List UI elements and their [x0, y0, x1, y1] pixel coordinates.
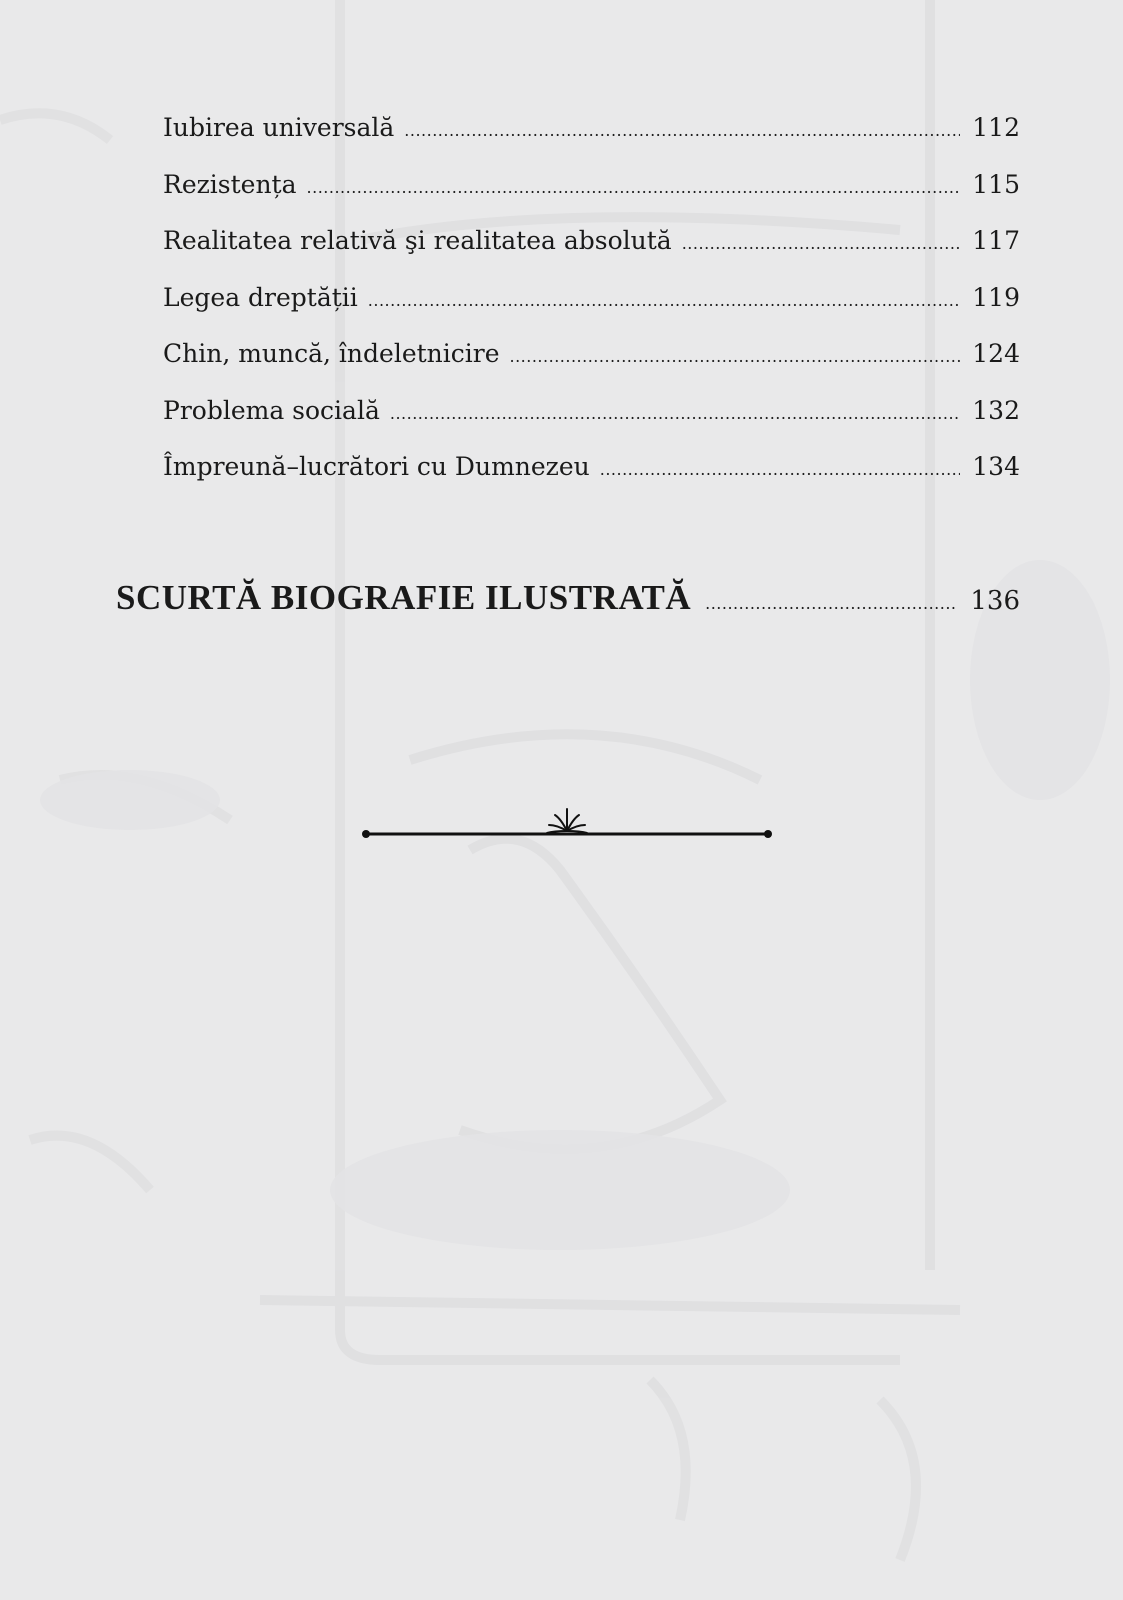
- toc-entry-page: 132: [972, 395, 1020, 425]
- toc-entry[interactable]: [163, 169, 1020, 226]
- toc-leader-dots: [510, 341, 961, 373]
- toc-entry-title: Rezistența: [163, 169, 297, 199]
- toc-leader-dots: [600, 454, 961, 486]
- toc-entry[interactable]: [163, 395, 1020, 452]
- toc-leader-dots: [368, 285, 960, 317]
- toc-entry-page: 124: [972, 339, 1020, 368]
- section-title: SCURTĂ BIOGRAFIE ILUSTRATĂ: [116, 578, 692, 617]
- toc-entry-title: Chin, muncă, îndeletnicire: [163, 339, 500, 368]
- toc-entry-page: 119: [972, 282, 1020, 312]
- toc-leader-dots: [705, 594, 958, 613]
- toc-entry[interactable]: [163, 451, 1020, 508]
- toc-leader-dots: [307, 172, 961, 204]
- toc-entry-title: Legea dreptății: [163, 282, 358, 312]
- toc-leader-dots: [682, 228, 961, 260]
- toc-entry-title: Împreună–lucrători cu Dumnezeu: [163, 452, 590, 481]
- toc-entry-page: 117: [972, 226, 1020, 255]
- toc-entry-page: 134: [972, 452, 1020, 481]
- toc-entry-title: Iubirea universală: [163, 113, 395, 142]
- toc-entry[interactable]: [163, 282, 1020, 339]
- toc-leader-dots: [404, 115, 960, 147]
- fleuron-icon: [360, 803, 774, 843]
- toc-entry-page: 112: [972, 113, 1020, 142]
- toc-entry-title: Problema socială: [163, 395, 380, 425]
- toc-leader-dots: [390, 398, 960, 430]
- toc-entry[interactable]: [163, 112, 1020, 169]
- toc-entry-title: Realitatea relativă şi realitatea absolută: [163, 226, 672, 255]
- toc-entry[interactable]: [163, 225, 1020, 282]
- toc-section-entry[interactable]: [116, 578, 1020, 618]
- toc-entry[interactable]: [163, 338, 1020, 395]
- table-of-contents: [163, 112, 1020, 508]
- section-page-number: 136: [970, 586, 1020, 616]
- toc-entry-page: 115: [972, 169, 1020, 199]
